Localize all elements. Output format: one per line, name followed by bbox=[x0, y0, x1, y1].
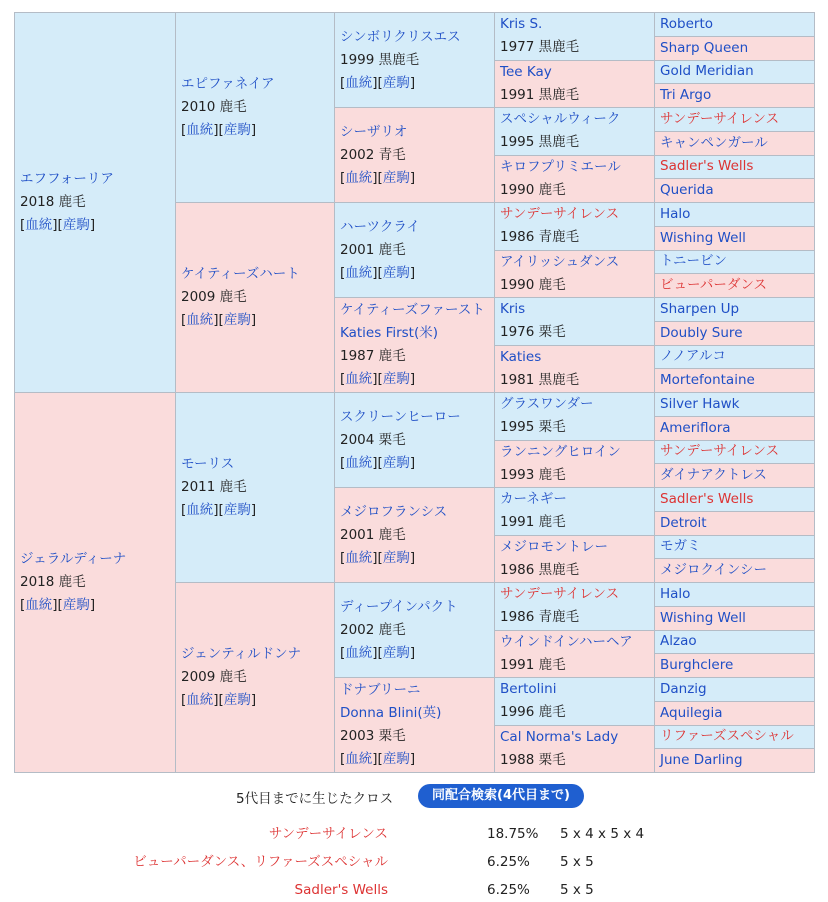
horse-year-color: 2018 鹿毛 bbox=[20, 194, 86, 210]
horse-name-link[interactable]: シンボリクリスエス bbox=[340, 28, 461, 45]
pedigree-link[interactable]: 血統 bbox=[186, 312, 214, 328]
offspring-link[interactable]: 産駒 bbox=[382, 751, 410, 767]
pedigree-link[interactable]: 血統 bbox=[345, 751, 373, 767]
horse-foreign-name-link[interactable]: Katies First(米) bbox=[340, 325, 439, 341]
horse-name-link[interactable]: Halo bbox=[660, 585, 691, 602]
horse-name-link[interactable]: メジロフランシス bbox=[340, 503, 448, 520]
pedigree-cell-gen3 bbox=[334, 392, 495, 488]
horse-name-link[interactable]: グラスワンダー bbox=[500, 396, 594, 413]
horse-name-link[interactable]: Aquilegia bbox=[660, 704, 723, 721]
pedigree-link[interactable]: 血統 bbox=[345, 371, 373, 387]
horse-links: [血統][産駒] bbox=[181, 502, 257, 518]
horse-name-link[interactable]: キロフプリミエール bbox=[500, 158, 621, 175]
horse-year-color: 2018 鹿毛 bbox=[20, 574, 86, 590]
pedigree-cell-gen4 bbox=[494, 107, 655, 156]
horse-name-link[interactable]: エピファネイア bbox=[181, 76, 275, 92]
pedigree-cell-gen5 bbox=[654, 36, 815, 61]
horse-name-link[interactable]: スクリーンヒーロー bbox=[340, 408, 461, 425]
pedigree-cell-gen4 bbox=[494, 345, 655, 394]
horse-name-link[interactable]: モガミ bbox=[660, 538, 701, 555]
pedigree-cell-gen1 bbox=[14, 12, 176, 393]
horse-links: [血統][産駒] bbox=[181, 692, 257, 708]
pedigree-cell-gen1 bbox=[14, 392, 176, 773]
cross-horse-name[interactable]: ビューパーダンス、リファーズスペシャル bbox=[133, 854, 388, 870]
pedigree-cell-gen5 bbox=[654, 748, 815, 773]
pedigree-cell-gen3 bbox=[334, 107, 495, 203]
pedigree-cell-gen3 bbox=[334, 582, 495, 678]
horse-year-color: 2004 栗毛 bbox=[340, 431, 406, 448]
horse-year-color: 1990 鹿毛 bbox=[500, 276, 566, 293]
pedigree-cell-gen5 bbox=[654, 511, 815, 536]
horse-name-link[interactable]: アイリッシュダンス bbox=[500, 253, 620, 270]
horse-links: [血統][産駒] bbox=[20, 597, 96, 613]
horse-name-link[interactable]: Halo bbox=[660, 205, 691, 222]
pedigree-cell-gen5 bbox=[654, 606, 815, 631]
horse-name-link[interactable]: Kris S. bbox=[500, 16, 543, 33]
horse-year-color: 1986 青鹿毛 bbox=[500, 229, 580, 246]
pedigree-cell-gen5 bbox=[654, 250, 815, 275]
horse-name-link[interactable]: スペシャルウィーク bbox=[500, 111, 621, 128]
horse-year-color: 2002 青毛 bbox=[340, 146, 406, 163]
horse-year-color: 2001 鹿毛 bbox=[340, 526, 406, 543]
horse-name-link[interactable]: Gold Meridian bbox=[660, 63, 754, 80]
horse-foreign-name-link[interactable]: Donna Blini(英) bbox=[340, 705, 442, 721]
horse-name-link[interactable]: Tee Kay bbox=[500, 63, 552, 80]
horse-name-link[interactable]: ダイナアクトレス bbox=[660, 467, 767, 484]
pedigree-cell-gen5 bbox=[654, 725, 815, 750]
horse-name-link[interactable]: Alzao bbox=[660, 633, 697, 650]
horse-links: [血統][産駒] bbox=[340, 371, 416, 387]
horse-name-link[interactable]: ノノアルコ bbox=[660, 348, 726, 365]
horse-links: [血統][産駒] bbox=[340, 751, 416, 767]
horse-year-color: 1996 鹿毛 bbox=[500, 704, 566, 721]
pedigree-cell-gen4 bbox=[494, 582, 655, 631]
offspring-link[interactable]: 産駒 bbox=[382, 454, 410, 471]
offspring-link[interactable]: 産駒 bbox=[382, 74, 410, 91]
horse-name-link[interactable]: Cal Norma's Lady bbox=[500, 728, 619, 745]
cross-row bbox=[0, 880, 828, 900]
horse-name-link[interactable]: シーザリオ bbox=[340, 123, 408, 140]
pedigree-cell-gen4 bbox=[494, 725, 655, 774]
horse-name-link[interactable]: Silver Hawk bbox=[660, 395, 740, 412]
horse-name-link[interactable]: ジェラルディーナ bbox=[20, 551, 127, 567]
pedigree-cell-gen4 bbox=[494, 440, 655, 489]
horse-name-link[interactable]: ジェンティルドンナ bbox=[181, 646, 302, 662]
pedigree-cell-gen5 bbox=[654, 416, 815, 441]
pedigree-cell-gen2 bbox=[175, 12, 335, 203]
pedigree-cell-gen5 bbox=[654, 273, 815, 298]
pedigree-link[interactable]: 血統 bbox=[25, 217, 53, 233]
pedigree-link[interactable]: 血統 bbox=[25, 597, 53, 613]
pedigree-cell-gen5 bbox=[654, 463, 815, 488]
pedigree-cell-gen4 bbox=[494, 677, 655, 726]
pedigree-cell-gen5 bbox=[654, 178, 815, 203]
same-mating-search-button[interactable]: 同配合検索(4代目まで) bbox=[418, 784, 584, 808]
pedigree-cell-gen5 bbox=[654, 83, 815, 108]
horse-year-color: 1991 鹿毛 bbox=[500, 656, 566, 673]
pedigree-cell-gen5 bbox=[654, 226, 815, 251]
horse-name-link[interactable]: ディープインパクト bbox=[340, 598, 458, 615]
pedigree-cell-gen5 bbox=[654, 345, 815, 370]
offspring-link[interactable]: 産駒 bbox=[382, 549, 410, 566]
pedigree-cell-gen5 bbox=[654, 297, 815, 322]
horse-name-link[interactable]: Sharpen Up bbox=[660, 300, 740, 317]
pedigree-cell-gen4 bbox=[494, 392, 655, 441]
horse-name-link[interactable]: Sadler's Wells bbox=[660, 490, 754, 507]
horse-name-link[interactable]: Detroit bbox=[660, 514, 707, 531]
pedigree-cell-gen3 bbox=[334, 12, 495, 108]
cross-horse-name[interactable]: Sadler's Wells bbox=[294, 882, 388, 898]
pedigree-cell-gen5 bbox=[654, 582, 815, 607]
cross-row bbox=[0, 824, 828, 844]
offspring-link[interactable]: 産駒 bbox=[223, 122, 251, 138]
horse-year-color: 1986 青鹿毛 bbox=[500, 609, 580, 626]
cross-heading: 5代目までに生じたクロス bbox=[236, 791, 394, 807]
pedigree-cell-gen5 bbox=[654, 677, 815, 702]
horse-name-link[interactable]: Sadler's Wells bbox=[660, 158, 754, 175]
pedigree-cell-gen2 bbox=[175, 202, 335, 393]
horse-year-color: 1993 鹿毛 bbox=[500, 466, 566, 483]
horse-name-link[interactable]: Burghclere bbox=[660, 657, 734, 674]
pedigree-cell-gen5 bbox=[654, 558, 815, 583]
offspring-link[interactable]: 産駒 bbox=[223, 312, 251, 328]
horse-name-link[interactable]: Danzig bbox=[660, 680, 707, 697]
horse-year-color: 1987 鹿毛 bbox=[340, 348, 406, 364]
pedigree-cell-gen5 bbox=[654, 155, 815, 180]
offspring-link[interactable]: 産駒 bbox=[382, 169, 410, 186]
horse-name-link[interactable]: Wishing Well bbox=[660, 609, 746, 626]
horse-name-link[interactable]: リファーズスペシャル bbox=[660, 728, 794, 745]
pedigree-cell-gen2 bbox=[175, 392, 335, 583]
pedigree-link[interactable]: 血統 bbox=[345, 169, 373, 186]
offspring-link[interactable]: 産駒 bbox=[223, 502, 251, 518]
pedigree-table bbox=[14, 12, 814, 772]
pedigree-cell-gen3 bbox=[334, 202, 495, 298]
offspring-link[interactable]: 産駒 bbox=[382, 644, 410, 661]
cross-row bbox=[0, 852, 828, 872]
horse-name-link[interactable]: メジロクインシー bbox=[660, 562, 767, 579]
pedigree-link[interactable]: 血統 bbox=[345, 644, 373, 661]
pedigree-link[interactable]: 血統 bbox=[345, 549, 373, 566]
horse-year-color: 1990 鹿毛 bbox=[500, 181, 566, 198]
horse-name-link[interactable]: Doubly Sure bbox=[660, 324, 743, 341]
horse-links: [血統][産駒] bbox=[340, 549, 416, 566]
horse-links: [血統][産駒] bbox=[181, 312, 257, 328]
pedigree-cell-gen5 bbox=[654, 321, 815, 346]
pedigree-link[interactable]: 血統 bbox=[186, 692, 214, 708]
horse-name-link[interactable]: サンデーサイレンス bbox=[500, 206, 620, 223]
horse-links: [血統][産駒] bbox=[340, 644, 416, 661]
horse-year-color: 1995 栗毛 bbox=[500, 419, 566, 436]
horse-name-link[interactable]: サンデーサイレンス bbox=[500, 586, 620, 603]
horse-year-color: 2003 栗毛 bbox=[340, 728, 406, 744]
horse-name-link[interactable]: メジロモントレー bbox=[500, 538, 608, 555]
pedigree-cell-gen5 bbox=[654, 131, 815, 156]
cross-percentage: 18.75% bbox=[487, 826, 539, 842]
horse-links: [血統][産駒] bbox=[340, 264, 416, 281]
pedigree-cell-gen5 bbox=[654, 12, 815, 37]
horse-year-color: 1977 黒鹿毛 bbox=[500, 39, 580, 56]
pedigree-cell-gen5 bbox=[654, 630, 815, 655]
offspring-link[interactable]: 産駒 bbox=[382, 371, 410, 387]
horse-year-color: 2010 鹿毛 bbox=[181, 99, 247, 115]
pedigree-cell-gen5 bbox=[654, 60, 815, 85]
pedigree-cell-gen5 bbox=[654, 535, 815, 560]
pedigree-link[interactable]: 血統 bbox=[186, 502, 214, 518]
horse-year-color: 1986 黒鹿毛 bbox=[500, 561, 580, 578]
horse-name-link[interactable]: エフフォーリア bbox=[20, 171, 114, 187]
pedigree-cell-gen5 bbox=[654, 368, 815, 393]
pedigree-cell-gen4 bbox=[494, 60, 655, 109]
horse-year-color: 1991 鹿毛 bbox=[500, 514, 566, 531]
cross-percentage: 6.25% bbox=[487, 854, 530, 870]
offspring-link[interactable]: 産駒 bbox=[382, 264, 410, 281]
pedigree-cell-gen4 bbox=[494, 630, 655, 679]
horse-links: [血統][産駒] bbox=[181, 122, 257, 138]
pedigree-cell-gen5 bbox=[654, 487, 815, 512]
cross-pattern: 5 x 4 x 5 x 4 bbox=[560, 826, 645, 842]
horse-year-color: 2011 鹿毛 bbox=[181, 479, 247, 495]
horse-name-link[interactable]: Sharp Queen bbox=[660, 39, 749, 56]
horse-links: [血統][産駒] bbox=[340, 169, 416, 186]
horse-year-color: 1995 黒鹿毛 bbox=[500, 134, 580, 151]
horse-name-link[interactable]: Katies bbox=[500, 348, 542, 365]
horse-name-link[interactable]: サンデーサイレンス bbox=[660, 110, 780, 127]
horse-name-link[interactable]: ケイティーズファースト bbox=[340, 302, 485, 318]
pedigree-cell-gen2 bbox=[175, 582, 335, 773]
pedigree-link[interactable]: 血統 bbox=[345, 264, 373, 281]
horse-year-color: 2009 鹿毛 bbox=[181, 289, 247, 305]
horse-year-color: 2001 鹿毛 bbox=[340, 241, 406, 258]
pedigree-cell-gen4 bbox=[494, 297, 655, 346]
horse-year-color: 2002 鹿毛 bbox=[340, 621, 406, 638]
cross-percentage: 6.25% bbox=[487, 882, 530, 898]
pedigree-cell-gen5 bbox=[654, 440, 815, 465]
pedigree-cell-gen3 bbox=[334, 487, 495, 583]
cross-pattern: 5 x 5 bbox=[560, 882, 594, 898]
horse-name-link[interactable]: モーリス bbox=[181, 456, 235, 472]
horse-name-link[interactable]: ウインドインハーヘア bbox=[500, 633, 633, 650]
horse-name-link[interactable]: Querida bbox=[660, 182, 714, 199]
horse-name-link[interactable]: トニービン bbox=[660, 253, 727, 270]
horse-year-color: 1991 黒鹿毛 bbox=[500, 86, 580, 103]
horse-name-link[interactable]: Tri Argo bbox=[660, 87, 712, 104]
horse-name-link[interactable]: ランニングヒロイン bbox=[500, 443, 621, 460]
pedigree-cell-gen4 bbox=[494, 487, 655, 536]
offspring-link[interactable]: 産駒 bbox=[62, 217, 90, 233]
pedigree-cell-gen3 bbox=[334, 297, 495, 393]
horse-name-link[interactable]: ドナブリーニ bbox=[340, 682, 421, 698]
pedigree-cell-gen5 bbox=[654, 653, 815, 678]
horse-name-link[interactable]: Kris bbox=[500, 301, 526, 318]
pedigree-cell-gen4 bbox=[494, 250, 655, 299]
horse-links: [血統][産駒] bbox=[20, 217, 96, 233]
pedigree-cell-gen5 bbox=[654, 202, 815, 227]
horse-name-link[interactable]: サンデーサイレンス bbox=[660, 443, 780, 460]
horse-name-link[interactable]: カーネギー bbox=[500, 491, 567, 508]
horse-links: [血統][産駒] bbox=[340, 74, 416, 91]
horse-name-link[interactable]: Mortefontaine bbox=[660, 372, 755, 389]
offspring-link[interactable]: 産駒 bbox=[62, 597, 90, 613]
pedigree-link[interactable]: 血統 bbox=[345, 74, 373, 91]
cross-horse-name[interactable]: サンデーサイレンス bbox=[268, 826, 388, 842]
horse-year-color: 1981 黒鹿毛 bbox=[500, 371, 580, 388]
horse-links: [血統][産駒] bbox=[340, 454, 416, 471]
horse-name-link[interactable]: Ameriflora bbox=[660, 419, 731, 436]
pedigree-cell-gen5 bbox=[654, 107, 815, 132]
offspring-link[interactable]: 産駒 bbox=[223, 692, 251, 708]
horse-name-link[interactable]: ビューパーダンス bbox=[660, 277, 768, 294]
horse-year-color: 2009 鹿毛 bbox=[181, 669, 247, 685]
pedigree-cell-gen5 bbox=[654, 392, 815, 417]
pedigree-cell-gen4 bbox=[494, 535, 655, 584]
horse-year-color: 1999 黒鹿毛 bbox=[340, 51, 420, 68]
horse-name-link[interactable]: Wishing Well bbox=[660, 229, 746, 246]
pedigree-cell-gen3 bbox=[334, 677, 495, 773]
horse-name-link[interactable]: Bertolini bbox=[500, 681, 557, 698]
pedigree-cell-gen4 bbox=[494, 202, 655, 251]
pedigree-cell-gen4 bbox=[494, 12, 655, 61]
horse-name-link[interactable]: キャンペンガール bbox=[660, 134, 768, 151]
cross-pattern: 5 x 5 bbox=[560, 854, 594, 870]
horse-year-color: 1988 栗毛 bbox=[500, 751, 566, 768]
pedigree-link[interactable]: 血統 bbox=[186, 122, 214, 138]
horse-name-link[interactable]: ケイティーズハート bbox=[181, 266, 300, 282]
pedigree-cell-gen5 bbox=[654, 701, 815, 726]
pedigree-link[interactable]: 血統 bbox=[345, 454, 373, 471]
horse-year-color: 1976 栗毛 bbox=[500, 324, 566, 341]
horse-name-link[interactable]: ハーツクライ bbox=[340, 218, 420, 235]
horse-name-link[interactable]: June Darling bbox=[660, 752, 743, 769]
pedigree-cell-gen4 bbox=[494, 155, 655, 204]
horse-name-link[interactable]: Roberto bbox=[660, 15, 714, 32]
